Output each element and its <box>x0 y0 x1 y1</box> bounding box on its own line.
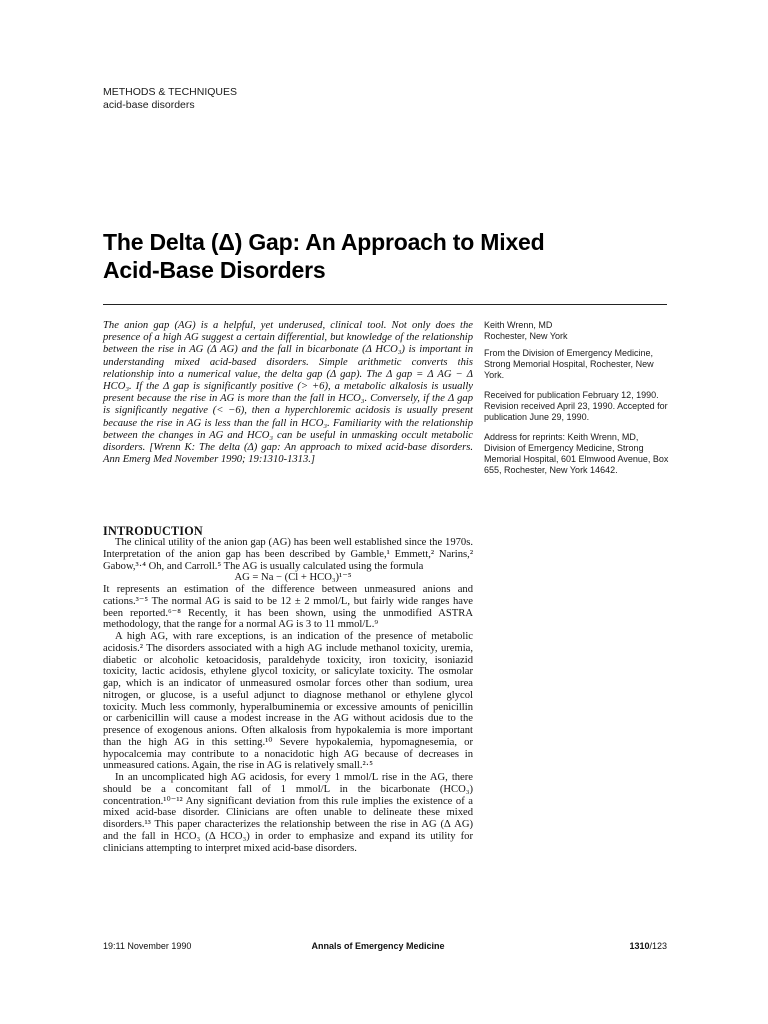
section-name: METHODS & TECHNIQUES <box>103 86 237 98</box>
body-paragraph: It represents an estimation of the difference between unmeasured anions and cations.³⁻⁵ The normal AG is said to be 12 ± 2 mmol/L, but fairly wide ranges have been reported.⁶⁻⁸ Recently, it has been shown, using the unmodified ASTRA methodology, that the range for a normal AG is 3 to 11 mmol/L.⁹ <box>103 584 473 631</box>
introduction-heading: INTRODUCTION <box>103 524 203 538</box>
author-sidebar <box>484 320 672 485</box>
issue-date: 19:11 November 1990 <box>103 941 192 951</box>
affiliation: From the Division of Emergency Medicine, Strong Memorial Hospital, Rochester, New York. <box>484 348 654 380</box>
author-block <box>484 320 672 342</box>
anion-gap-formula: AG = Na − (Cl + HCO₃)¹⁻⁵ <box>234 572 352 584</box>
article-body <box>103 537 473 854</box>
article-title <box>103 228 663 284</box>
page-number-suffix: /123 <box>649 941 667 951</box>
subsection-name: acid-base disorders <box>103 98 195 111</box>
abstract: The anion gap (AG) is a helpful, yet underused, clinical tool. Not only does the presence of a high AG suggest a certain differential, but knowledge of the relationship between the rise in AG (Δ AG) and the fall in bicarbonate (Δ HCO₃) is important in understanding mixed acid-based disorders. Simple arithmetic converts this relationship into a numerical value, the delta gap (Δ gap). The Δ gap = Δ AG − Δ HCO₃. If the Δ gap is significantly positive (> +6), a metabolic alkalosis is usually present because the rise in AG is more than the fall in HCO₃. Conversely, if the Δ gap is significantly negative (< −6), then a hyperchloremic acidosis is usually present because the rise in AG is less than the fall in HCO₃. Familiarity with the relationship between the changes in AG and HCO₃ can be useful in unmasking occult metabolic disorders. [Wrenn K: The delta (Δ) gap: An approach to mixed acid-base disorders. Ann Emerg Med November 1990; 19:1310-1313.] <box>103 320 473 466</box>
body-paragraph: The clinical utility of the anion gap (AG) has been well established since the 1970s. Interpretation of the anion gap has been described by Gamble,¹ Emmett,² Narins,² Gabow,³·⁴ Oh, and Carroll.⁵ The AG is usually calculated using the formula <box>103 537 473 572</box>
title-divider <box>103 304 667 305</box>
page-number-bold: 1310 <box>629 941 650 951</box>
section-tag <box>103 86 237 111</box>
body-paragraph: A high AG, with rare exceptions, is an indication of the presence of metabolic acidosis.² The disorders associated with a high AG include methanol toxicity, uremia, diabetic or alcoholic ketoacidosis, paraldehyde toxicity, iron toxicity, isoniazid toxicity, lactic acidosis, ethylene glycol toxicity, or salicylate toxicity. The osmolar gap, which is an indicator of unmeasured osmolar forces other than sodium, urea nitrogen, or glucose, is a useful adjunct to diagnose methanol or ethylene glycol toxicity. Much less commonly, hyperalbuminemia or excessive amounts of penicillin or carbenicillin will cause a modest increase in the AG without acidosis due to the presence of exogenous anions. Often alkalosis from hypokalemia is more important than the high AG in this setting.¹⁰ Severe hypokalemia, hypomagnesemia, or hypocalcemia may contribute to a nonacidotic high AG because of decreases in unmeasured cations. Again, the rise in AG is relatively small.²·⁵ <box>103 631 473 772</box>
publication-dates: Received for publication February 12, 1990. Revision received April 23, 1990. Accepted for publication June 29, 1990. <box>484 390 668 422</box>
page-footer <box>103 941 667 953</box>
reprint-address: Address for reprints: Keith Wrenn, MD, Division of Emergency Medicine, Strong Memorial Hospital, 601 Elmwood Avenue, Box 655, Rochester, New York 14642. <box>484 432 669 475</box>
body-paragraph: In an uncomplicated high AG acidosis, for every 1 mmol/L rise in the AG, there should be a concomitant fall of 1 mmol/L in the bicarbonate (HCO₃) concentration.¹⁰⁻¹² Any significant deviation from this rule implies the existence of a mixed acid-base disorder. Clinicians are often unable to delineate these mixed disorders.¹³ This paper characterizes the relationship between the rise in AG (Δ AG) and the fall in HCO₃ (Δ HCO₃) in order to emphasize and expand its utility for clinicians attempting to interpret mixed acid-base disorders. <box>103 772 473 854</box>
page-number <box>629 941 667 952</box>
title-line-2: Acid-Base Disorders <box>103 257 326 283</box>
title-line-1: The Delta (Δ) Gap: An Approach to Mixed <box>103 229 545 255</box>
author-name: Keith Wrenn, MD <box>484 320 553 330</box>
author-location: Rochester, New York <box>484 331 568 341</box>
journal-name: Annals of Emergency Medicine <box>311 941 445 951</box>
